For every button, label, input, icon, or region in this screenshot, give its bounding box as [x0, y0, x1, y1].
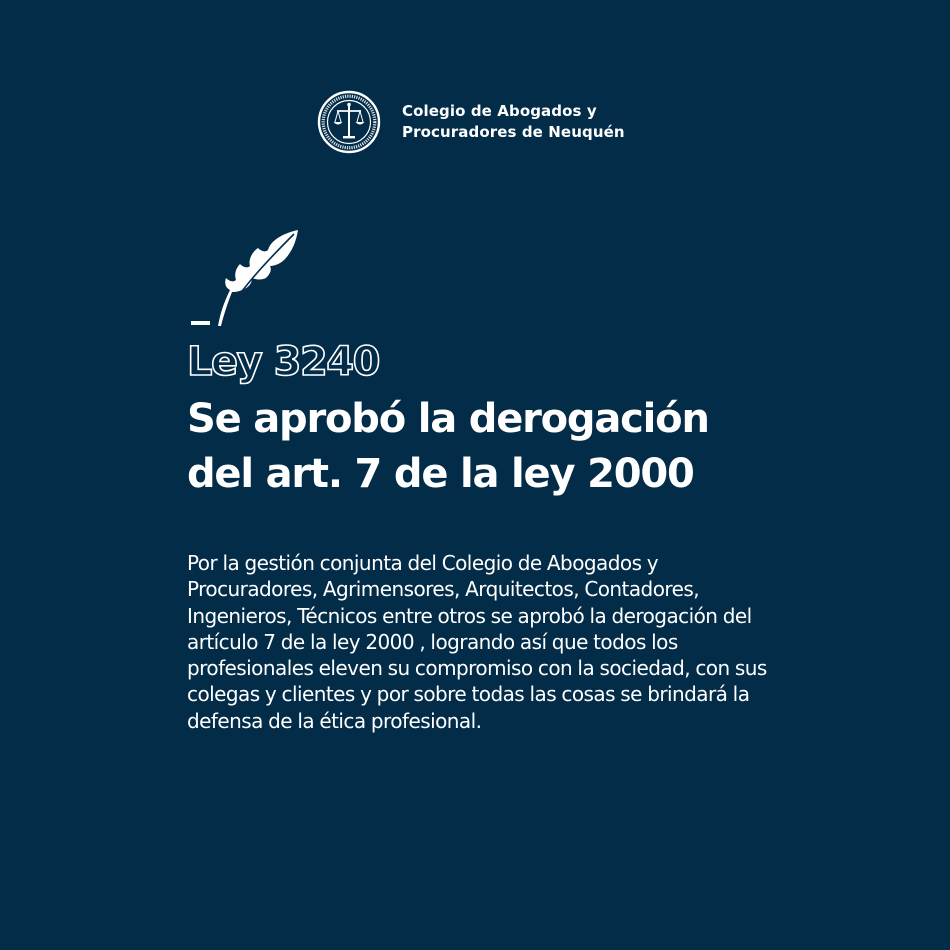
org-name-line-1: Colegio de Abogados y: [402, 102, 597, 120]
quill-feather-icon: [190, 228, 302, 328]
body-line-3: Ingenieros, Técnicos entre otros se aprobó la derogación del: [187, 603, 752, 628]
body-line-4: artículo 7 de la ley 2000 , logrando así que todos los: [187, 629, 678, 654]
header: [317, 90, 625, 154]
body-line-1: Por la gestión conjunta del Colegio de Abogados y: [187, 551, 659, 575]
body-line-6: colegas y clientes y por sobre todas las cosas se brindará la: [187, 682, 750, 707]
scales-of-justice-seal-icon: [317, 90, 381, 154]
headline: [187, 392, 709, 502]
body-paragraph: [187, 550, 827, 734]
body-line-5: profesionales eleven su compromiso con la sociedad, con sus: [187, 656, 767, 681]
org-name: [402, 101, 625, 143]
body-line-7: defensa de la ética profesional.: [187, 708, 482, 733]
law-number: Ley 3240: [187, 339, 379, 385]
headline-line-2: del art. 7 de la ley 2000: [187, 451, 694, 497]
org-name-line-2: Procuradores de Neuquén: [402, 123, 625, 141]
body-line-2: Procuradores, Agrimensores, Arquitectos, Contadores,: [187, 577, 700, 602]
headline-line-1: Se aprobó la derogación: [187, 396, 709, 442]
